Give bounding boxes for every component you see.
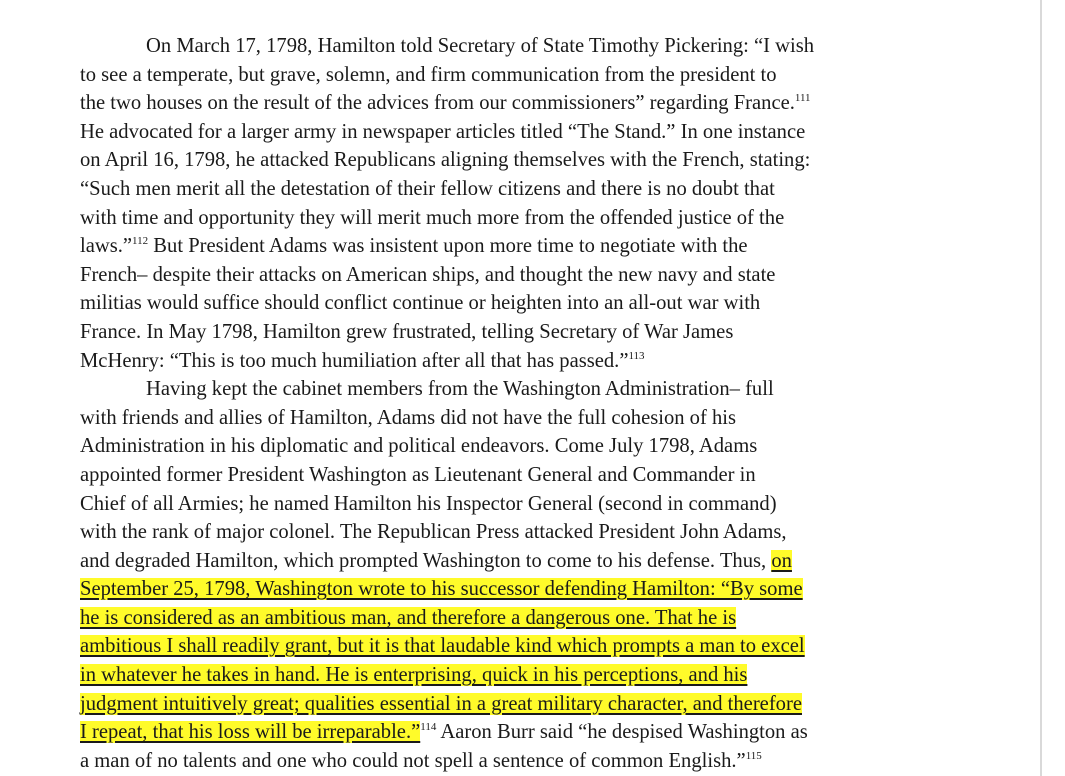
paragraph-2-line-14 [80, 747, 940, 776]
highlighted-text: on [771, 549, 792, 572]
highlighted-text: ambitious I shall readily grant, but it is that laudable kind which prompts a man to excel [80, 635, 805, 658]
paragraph-1-line-4: He advocated for a larger army in newspaper articles titled “The Stand.” In one instance [80, 120, 806, 143]
paragraph-2-line-3: Administration in his diplomatic and political endeavors. Come July 1798, Adams [80, 435, 758, 458]
paragraph-1-line-10: militias would suffice should conflict continue or heighten into an all-out war with [80, 292, 761, 315]
line-text: laws.” [80, 235, 133, 258]
paragraph-1-line-9: French– despite their attacks on American ships, and thought the new navy and state [80, 263, 776, 286]
paragraph-2-line-7 [80, 547, 940, 576]
highlighted-quote-line-5 [80, 690, 940, 719]
page-edge-divider [1040, 0, 1042, 776]
paragraph-2-line-13 [80, 718, 940, 747]
paragraph-1-line-5: on April 16, 1798, he attacked Republicans aligning themselves with the French, stating: [80, 149, 811, 172]
line-text: Aaron Burr said “he despised Washington as [436, 721, 808, 744]
highlighted-quote-line-4 [80, 661, 940, 690]
paragraph-1-line-8 [80, 232, 940, 261]
paragraph-2-line-2: with friends and allies of Hamilton, Adams did not have the full cohesion of his [80, 406, 737, 429]
footnote-115[interactable]: 115 [745, 749, 762, 762]
footnote-113[interactable]: 113 [628, 349, 645, 362]
highlighted-text: September 25, 1798, Washington wrote to his successor defending Hamilton: “By some [80, 578, 803, 601]
line-text: a man of no talents and one who could not spell a sentence of common English.” [80, 749, 746, 772]
line-text: the two houses on the result of the advices from our commissioners” regarding France. [80, 92, 795, 115]
paragraph-1-line-11: France. In May 1798, Hamilton grew frustrated, telling Secretary of War James [80, 320, 734, 343]
highlighted-text: he is considered as an ambitious man, and therefore a dangerous one. That he is [80, 606, 737, 629]
paragraph-2-line-6: with the rank of major colonel. The Republican Press attacked President John Adams, [80, 521, 787, 544]
footnote-112[interactable]: 112 [132, 235, 149, 248]
highlighted-quote-line-1 [80, 575, 940, 604]
footnote-111[interactable]: 111 [794, 92, 811, 105]
paragraph-2-line-5: Chief of all Armies; he named Hamilton his Inspector General (second in command) [80, 492, 777, 515]
document-body [80, 32, 940, 775]
paragraph-1-line-1: On March 17, 1798, Hamilton told Secretary of State Timothy Pickering: “I wish [146, 35, 815, 57]
footnote-114[interactable]: 114 [420, 721, 437, 734]
paragraph-1-line-2: to see a temperate, but grave, solemn, and firm communication from the president to [80, 63, 777, 86]
line-text: But President Adams was insistent upon more time to negotiate with the [148, 235, 748, 258]
paragraph-1-line-12 [80, 347, 940, 376]
paragraph-1-line-7: with time and opportunity they will merit much more from the offended justice of the [80, 206, 785, 229]
paragraph-2-line-1: Having kept the cabinet members from the Washington Administration– full [146, 378, 774, 401]
paragraph-2-line-4: appointed former President Washington as Lieutenant General and Commander in [80, 463, 756, 486]
highlighted-quote-line-3 [80, 632, 940, 661]
highlighted-text: in whatever he takes in hand. He is enterprising, quick in his perceptions, and his [80, 664, 748, 687]
highlighted-text: I repeat, that his loss will be irreparable.” [80, 721, 421, 744]
paragraph-1-line-6: “Such men merit all the detestation of their fellow citizens and there is no doubt that [80, 177, 775, 200]
highlighted-text: judgment intuitively great; qualities essential in a great military character, and therefore [80, 692, 802, 715]
line-text: McHenry: “This is too much humiliation after all that has passed.” [80, 349, 629, 372]
line-text: and degraded Hamilton, which prompted Washington to come to his defense. Thus, [80, 549, 772, 572]
paragraph-1-line-3 [80, 89, 940, 118]
highlighted-quote-line-2 [80, 604, 940, 633]
